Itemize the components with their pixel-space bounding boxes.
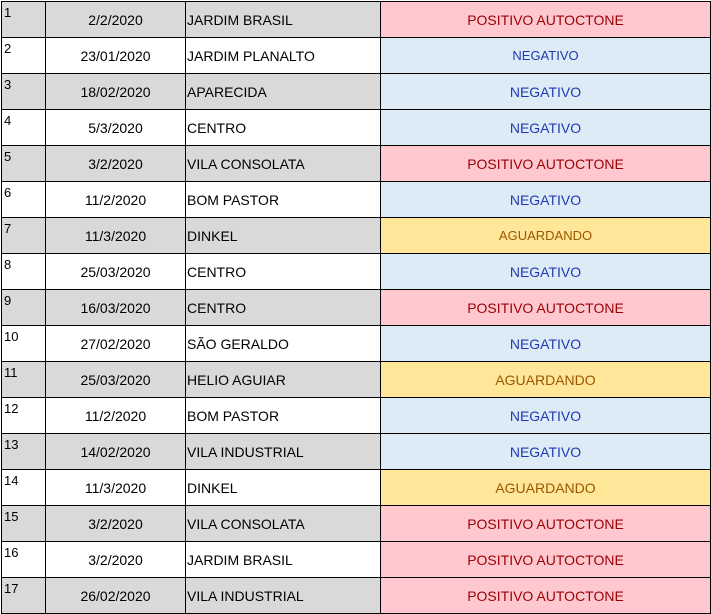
status-cell — [381, 434, 711, 470]
date-cell: 27/02/2020 — [46, 326, 186, 362]
status-cell — [381, 254, 711, 290]
status-text: NEGATIVO — [509, 443, 582, 460]
neighborhood-cell: BOM PASTOR — [186, 398, 381, 434]
date-cell: 3/2/2020 — [46, 542, 186, 578]
status-text: POSITIVO AUTOCTONE — [467, 515, 624, 532]
status-cell — [381, 542, 711, 578]
table-row — [2, 542, 711, 578]
row-number-cell: 10 — [2, 326, 46, 362]
row-number-cell: 16 — [2, 542, 46, 578]
status-cell — [381, 470, 711, 506]
cases-table — [1, 1, 711, 614]
status-cell — [381, 326, 711, 362]
row-number-cell: 17 — [2, 578, 46, 614]
date-cell: 23/01/2020 — [46, 38, 186, 74]
row-number-cell: 2 — [2, 38, 46, 74]
status-cell — [381, 290, 711, 326]
date-cell: 11/3/2020 — [46, 218, 186, 254]
neighborhood-cell: BOM PASTOR — [186, 182, 381, 218]
status-text: POSITIVO AUTOCTONE — [467, 551, 624, 568]
status-text: POSITIVO AUTOCTONE — [467, 587, 624, 604]
neighborhood-cell: SÃO GERALDO — [186, 326, 381, 362]
date-cell: 16/03/2020 — [46, 290, 186, 326]
neighborhood-cell: VILA INDUSTRIAL — [186, 434, 381, 470]
status-text: AGUARDANDO — [495, 479, 596, 496]
row-number-cell: 8 — [2, 254, 46, 290]
table-row — [2, 506, 711, 542]
neighborhood-cell: VILA CONSOLATA — [186, 506, 381, 542]
neighborhood-cell: CENTRO — [186, 254, 381, 290]
neighborhood-cell: VILA CONSOLATA — [186, 146, 381, 182]
status-text: AGUARDANDO — [498, 228, 593, 243]
row-number-cell: 12 — [2, 398, 46, 434]
table-row — [2, 182, 711, 218]
neighborhood-cell: DINKEL — [186, 218, 381, 254]
status-cell — [381, 110, 711, 146]
neighborhood-cell: APARECIDA — [186, 74, 381, 110]
status-text: NEGATIVO — [509, 191, 582, 208]
status-cell — [381, 182, 711, 218]
status-text: NEGATIVO — [509, 119, 582, 136]
neighborhood-cell: CENTRO — [186, 290, 381, 326]
status-text: NEGATIVO — [509, 407, 582, 424]
table-row — [2, 110, 711, 146]
table-row — [2, 218, 711, 254]
status-cell — [381, 578, 711, 614]
row-number-cell: 13 — [2, 434, 46, 470]
neighborhood-cell: DINKEL — [186, 470, 381, 506]
status-cell — [381, 506, 711, 542]
table-row — [2, 254, 711, 290]
row-number-cell: 4 — [2, 110, 46, 146]
row-number-cell: 1 — [2, 2, 46, 38]
status-text: AGUARDANDO — [495, 371, 596, 388]
row-number-cell: 3 — [2, 74, 46, 110]
neighborhood-cell: JARDIM BRASIL — [186, 542, 381, 578]
neighborhood-cell: JARDIM BRASIL — [186, 2, 381, 38]
date-cell: 2/2/2020 — [46, 2, 186, 38]
row-number-cell: 14 — [2, 470, 46, 506]
date-cell: 14/02/2020 — [46, 434, 186, 470]
status-cell — [381, 362, 711, 398]
table-row — [2, 362, 711, 398]
date-cell: 25/03/2020 — [46, 362, 186, 398]
table-row — [2, 2, 711, 38]
table-row — [2, 290, 711, 326]
table-row — [2, 74, 711, 110]
table-row — [2, 38, 711, 74]
status-text: NEGATIVO — [509, 263, 582, 280]
status-cell — [381, 2, 711, 38]
status-text: POSITIVO AUTOCTONE — [467, 299, 624, 316]
status-cell — [381, 74, 711, 110]
status-cell — [381, 38, 711, 74]
row-number-cell: 11 — [2, 362, 46, 398]
table-row — [2, 146, 711, 182]
status-text: NEGATIVO — [509, 335, 582, 352]
status-cell — [381, 218, 711, 254]
date-cell: 3/2/2020 — [46, 506, 186, 542]
table-row — [2, 578, 711, 614]
status-text: NEGATIVO — [512, 48, 579, 63]
neighborhood-cell: CENTRO — [186, 110, 381, 146]
row-number-cell: 5 — [2, 146, 46, 182]
row-number-cell: 9 — [2, 290, 46, 326]
date-cell: 5/3/2020 — [46, 110, 186, 146]
neighborhood-cell: JARDIM PLANALTO — [186, 38, 381, 74]
table-row — [2, 398, 711, 434]
row-number-cell: 7 — [2, 218, 46, 254]
date-cell: 11/2/2020 — [46, 182, 186, 218]
date-cell: 11/2/2020 — [46, 398, 186, 434]
status-text: POSITIVO AUTOCTONE — [467, 155, 624, 172]
date-cell: 3/2/2020 — [46, 146, 186, 182]
row-number-cell: 6 — [2, 182, 46, 218]
neighborhood-cell: HELIO AGUIAR — [186, 362, 381, 398]
status-cell — [381, 146, 711, 182]
date-cell: 18/02/2020 — [46, 74, 186, 110]
status-text: NEGATIVO — [509, 83, 582, 100]
status-cell — [381, 398, 711, 434]
table-row — [2, 434, 711, 470]
table-row — [2, 470, 711, 506]
date-cell: 11/3/2020 — [46, 470, 186, 506]
date-cell: 26/02/2020 — [46, 578, 186, 614]
table-body — [2, 2, 711, 614]
date-cell: 25/03/2020 — [46, 254, 186, 290]
neighborhood-cell: VILA INDUSTRIAL — [186, 578, 381, 614]
status-text: POSITIVO AUTOCTONE — [467, 11, 624, 28]
row-number-cell: 15 — [2, 506, 46, 542]
table-row — [2, 326, 711, 362]
